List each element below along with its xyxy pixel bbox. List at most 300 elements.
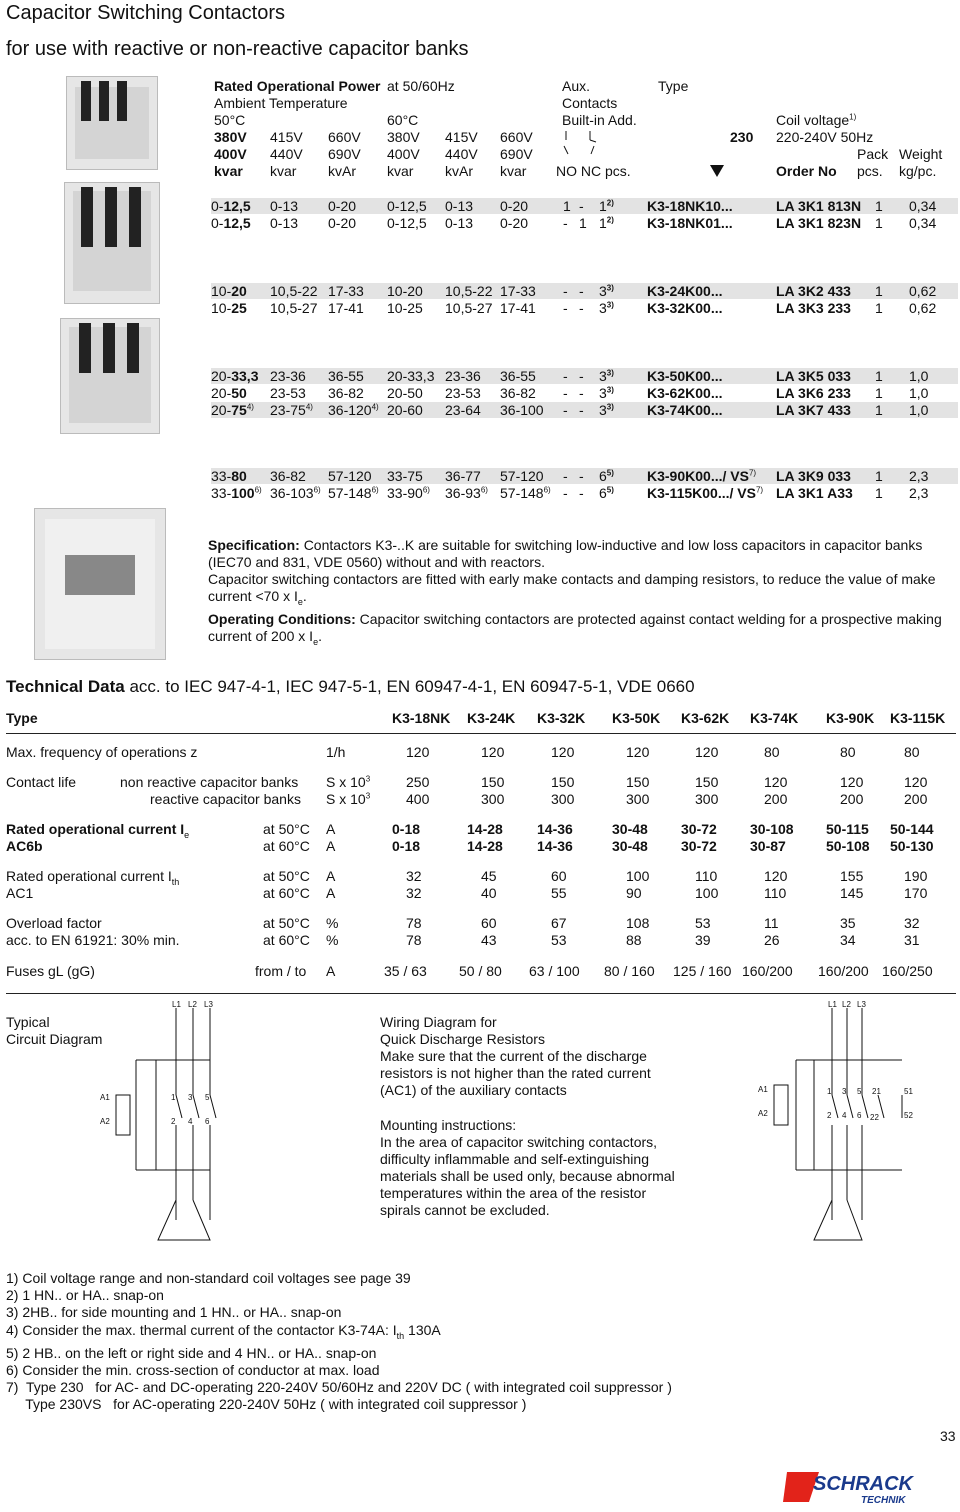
- tech-value: 120: [904, 774, 928, 790]
- coil-voltage-label: Coil voltage$^{1)}$: [776, 112, 857, 128]
- cell-power60-660: 57-120: [500, 468, 544, 484]
- cell-order: LA 3K3 233: [776, 300, 851, 316]
- kvar-label: kvar: [214, 163, 243, 179]
- unit-A: A: [326, 821, 336, 837]
- tech-type-5: K3-74K: [750, 710, 799, 726]
- tech-value: 150: [551, 774, 575, 790]
- v380-label: 380V: [214, 129, 247, 145]
- contacts-label: Contacts: [562, 95, 618, 111]
- arrow-down-icon: [709, 164, 725, 178]
- svg-text:L2: L2: [842, 1000, 851, 1009]
- tech-value: 32: [406, 868, 422, 884]
- cell-power50-660: 36-120$^{4)}$: [328, 402, 379, 418]
- cell-order: LA 3K1 813N: [776, 198, 862, 214]
- kvar-label-2: kvar: [270, 163, 297, 179]
- cell-power50-660: 36-55: [328, 368, 364, 384]
- order-no-label: Order No: [776, 163, 837, 179]
- tech-type-0: K3-18NK: [392, 710, 451, 726]
- overload-label: Overload factor: [6, 915, 102, 931]
- contactor-photo-1: [66, 76, 158, 170]
- pcs-label: pcs.: [857, 163, 883, 179]
- tech-value: 150: [481, 774, 505, 790]
- cell-no: -: [563, 402, 568, 418]
- cell-nc: -: [579, 402, 584, 418]
- svg-text:51: 51: [904, 1087, 913, 1096]
- reactive-label: reactive capacitor banks: [150, 791, 301, 807]
- cell-power50-380: 20-33,3: [211, 368, 259, 384]
- cell-weight: 2,3: [909, 468, 929, 484]
- svg-text:TECHNIK: TECHNIK: [861, 1495, 906, 1506]
- tech-value: 32: [904, 915, 920, 931]
- tech-value: 30-108: [750, 821, 794, 837]
- tech-value: 32: [406, 885, 422, 901]
- tech-value: 40: [481, 885, 497, 901]
- tech-value: 300: [626, 791, 650, 807]
- tech-type-6: K3-90K: [826, 710, 875, 726]
- kvar-label-4: kvar: [387, 163, 414, 179]
- tech-value: 11: [764, 915, 779, 931]
- svg-text:L3: L3: [857, 1000, 866, 1009]
- tech-value: 14-28: [467, 821, 503, 837]
- cell-pack: 1: [875, 300, 883, 316]
- cell-type: K3-50K00...: [647, 368, 723, 384]
- table-row: [211, 368, 958, 384]
- v415-label-2: 415V: [445, 129, 478, 145]
- kvar-label-5: kvAr: [445, 163, 473, 179]
- table-row: [211, 468, 958, 484]
- tech-value: 43: [481, 932, 497, 948]
- tech-value: 120: [406, 744, 430, 760]
- table-row: [211, 385, 958, 401]
- spec-label: Specification:: [208, 537, 300, 553]
- cell-power60-660: 0-20: [500, 215, 529, 231]
- tech-value: 50-108: [826, 838, 870, 854]
- v380-label-2: 380V: [387, 129, 420, 145]
- cell-power50-380: 0-12,5: [211, 198, 251, 214]
- cell-power50-660: 17-41: [328, 300, 364, 316]
- cell-power50-380: 33-80: [211, 468, 247, 484]
- svg-text:L1: L1: [828, 1000, 837, 1009]
- fuse-value: 80 / 160: [604, 963, 655, 979]
- tech-value: 150: [695, 774, 719, 790]
- contactor-photo-3: [60, 318, 160, 434]
- svg-text:6: 6: [205, 1117, 210, 1126]
- op-label: Operating Conditions:: [208, 610, 356, 627]
- fuse-value: 160/200: [818, 963, 869, 979]
- cell-power60-660: 17-41: [500, 300, 536, 316]
- circuit-diagram: [96, 1000, 236, 1260]
- cell-type: K3-74K00...: [647, 402, 723, 418]
- svg-text:L1: L1: [172, 1000, 181, 1009]
- tech-value: 30-48: [612, 838, 648, 854]
- cell-power60-415: 0-13: [445, 215, 474, 231]
- fuse-value: 125 / 160: [673, 963, 732, 979]
- cell-power50-415: 36-103$^{6)}$: [270, 485, 321, 501]
- cell-pack: 1: [875, 468, 883, 484]
- cell-pcs: 3$^{3)}$: [599, 283, 614, 299]
- cell-no: -: [563, 485, 568, 501]
- cell-weight: 0,34: [909, 198, 937, 214]
- tech-value: 200: [904, 791, 928, 807]
- cell-pcs: 1$^{2)}$: [599, 215, 614, 231]
- cell-no: -: [563, 385, 568, 401]
- svg-text:3: 3: [842, 1087, 847, 1096]
- type230-label: 230: [730, 129, 754, 145]
- svg-text:A1: A1: [758, 1085, 768, 1094]
- tech-value: 53: [695, 915, 711, 931]
- specification-block: Specification: Contactors K3-..K are suitable for switching low-inductive and low loss capacitors in capacitor banks (IEC70 and 831, VDE 0560) without and with reactors. Capacitor switching contactors are fitted with early make contacts and damping resistors, to reduce the value of make current <70 x $I_e$. Operating Conditions: Capacitor switching contactors are protected against contact welding for a prospective making current of 200 x $I_e$.: [208, 537, 942, 647]
- cell-power50-380: 10-20: [211, 283, 247, 299]
- page-number: 33: [940, 1428, 956, 1444]
- cell-power60-660: 36-100: [500, 402, 544, 418]
- unit-A: A: [326, 885, 336, 901]
- cell-pcs: 3$^{3)}$: [599, 300, 614, 316]
- tech-value: 300: [695, 791, 719, 807]
- tech-type-4: K3-62K: [681, 710, 730, 726]
- svg-text:1: 1: [171, 1093, 176, 1102]
- cell-type: K3-62K00...: [647, 385, 723, 401]
- cell-type: K3-24K00...: [647, 283, 723, 299]
- v415-label: 415V: [270, 129, 303, 145]
- table-row: [211, 300, 958, 316]
- svg-text:5: 5: [205, 1093, 210, 1102]
- cell-power60-415: 10,5-22: [445, 283, 493, 299]
- tech-value: 120: [481, 744, 505, 760]
- cell-power50-415: 0-13: [270, 215, 299, 231]
- svg-text:21: 21: [872, 1087, 881, 1096]
- cell-order: LA 3K9 033: [776, 468, 851, 484]
- v440-label: 440V: [270, 146, 303, 162]
- cell-power50-660: 36-82: [328, 385, 364, 401]
- tech-value: 200: [764, 791, 788, 807]
- cell-weight: 1,0: [909, 402, 929, 418]
- schrack-logo: [783, 1468, 923, 1506]
- tech-value: 0-18: [392, 838, 421, 854]
- tech-value: 120: [626, 744, 650, 760]
- fromto-label: from / to: [255, 963, 307, 979]
- tech-type-label: Type: [6, 710, 38, 726]
- tech-value: 300: [481, 791, 505, 807]
- freq-unit: 1/h: [326, 744, 346, 760]
- cell-power60-380: 0-12,5: [387, 198, 427, 214]
- contactor-photo-4: [34, 508, 166, 660]
- cell-power60-660: 36-82: [500, 385, 536, 401]
- at60: at 60°C: [263, 838, 310, 854]
- tech-value: 14-36: [537, 821, 573, 837]
- svg-text:4: 4: [188, 1117, 193, 1126]
- cell-power60-415: 0-13: [445, 198, 474, 214]
- cell-type: K3-115K00.../ VS$^{7)}$: [647, 485, 764, 501]
- tech-value: 67: [551, 915, 567, 931]
- tech-value: 78: [406, 915, 422, 931]
- cell-type: K3-32K00...: [647, 300, 723, 316]
- svg-text:SCHRACK: SCHRACK: [813, 1473, 913, 1495]
- roc-ie-label: Rated operational current $I_e$: [6, 821, 190, 840]
- page-subtitle: for use with reactive or non-reactive capacitor banks: [6, 38, 469, 60]
- cell-power50-380: 0-12,5: [211, 215, 251, 231]
- typical-label: Typical Circuit Diagram: [6, 1014, 103, 1047]
- cell-pack: 1: [875, 198, 883, 214]
- tech-type-1: K3-24K: [467, 710, 516, 726]
- svg-text:A2: A2: [758, 1109, 768, 1118]
- cell-power60-660: 0-20: [500, 198, 529, 214]
- tech-value: 26: [764, 932, 780, 948]
- tech-value: 50-130: [890, 838, 934, 854]
- roc-ith-label: Rated operational current $I_{th}$: [6, 868, 180, 887]
- cell-power60-660: 57-148$^{6)}$: [500, 485, 551, 501]
- cell-weight: 0,62: [909, 300, 937, 316]
- cell-power50-415: 23-75$^{4)}$: [270, 402, 313, 418]
- cell-nc: -: [579, 368, 584, 384]
- cell-power60-380: 0-12,5: [387, 215, 427, 231]
- cell-type: K3-18NK10...: [647, 198, 733, 214]
- tech-value: 39: [695, 932, 711, 948]
- tech-value: 80: [904, 744, 920, 760]
- table-row: [211, 198, 958, 214]
- svg-text:2: 2: [827, 1111, 832, 1120]
- tech-value: 110: [764, 885, 787, 901]
- cell-pcs: 3$^{3)}$: [599, 368, 614, 384]
- tech-value: 120: [764, 774, 788, 790]
- v690-label-2: 690V: [500, 146, 533, 162]
- freq-label: Max. frequency of operations z: [6, 744, 198, 760]
- tech-value: 120: [840, 774, 864, 790]
- cell-order: LA 3K7 433: [776, 402, 851, 418]
- cell-no: -: [563, 300, 568, 316]
- tech-value: 145: [840, 885, 864, 901]
- cell-power50-380: 33-100$^{6)}$: [211, 485, 262, 501]
- v440-label-2: 440V: [445, 146, 478, 162]
- cell-weight: 1,0: [909, 385, 929, 401]
- spec-text3: Capacitor switching contactors are protected against contact welding for a prospective making current of 200 x I: [208, 610, 942, 644]
- at60: at 60°C: [263, 885, 310, 901]
- contact-symbols-icon: [560, 128, 610, 158]
- cell-power60-660: 17-33: [500, 283, 536, 299]
- svg-text:1: 1: [827, 1087, 832, 1096]
- rated-power-label: Rated Operational Power: [214, 78, 381, 94]
- cell-power50-660: 0-20: [328, 215, 357, 231]
- cell-order: LA 3K2 433: [776, 283, 851, 299]
- cell-power60-380: 33-75: [387, 468, 423, 484]
- cell-power60-415: 23-64: [445, 402, 481, 418]
- tech-value: 200: [840, 791, 864, 807]
- tech-value: 80: [764, 744, 780, 760]
- contact-life-label: Contact life: [6, 774, 77, 790]
- cell-pcs: 6$^{5)}$: [599, 485, 614, 501]
- cell-pack: 1: [875, 385, 883, 401]
- tech-value: 14-36: [537, 838, 573, 854]
- cell-power60-380: 20-60: [387, 402, 423, 418]
- fuse-value: 63 / 100: [529, 963, 580, 979]
- nonreactive-label: non reactive capacitor banks: [120, 774, 299, 790]
- tech-value: 120: [695, 744, 719, 760]
- table-row: [211, 485, 958, 501]
- t50-label: 50°C: [214, 112, 246, 128]
- tech-value: 34: [840, 932, 856, 948]
- wiring-text-block: Wiring Diagram for Quick Discharge Resistors Make sure that the current of the discharge resistors is not higher than the rated current (AC1) of the auxiliary contacts Mounting instructions: In the area of capacitor switching contactors, difficulty inflammable and self-extinguishing materials shall be used only, because abnormal temperatures within the area of the resistor spirals cannot be excluded.: [380, 1014, 675, 1218]
- cell-power60-660: 36-55: [500, 368, 536, 384]
- tech-value: 100: [695, 885, 719, 901]
- contactor-photo-2: [64, 182, 160, 304]
- type-label: Type: [658, 78, 689, 94]
- cell-weight: 0,62: [909, 283, 937, 299]
- cell-nc: -: [579, 300, 584, 316]
- v660-label: 660V: [328, 129, 361, 145]
- tech-value: 50-115: [826, 821, 869, 837]
- cell-no: 1: [563, 198, 571, 214]
- cell-type: K3-90K00.../ VS$^{7)}$: [647, 468, 757, 484]
- spec-sub-e-2: e: [313, 636, 319, 647]
- tech-value: 300: [551, 791, 575, 807]
- cell-power50-660: 0-20: [328, 198, 357, 214]
- tech-value: 150: [626, 774, 650, 790]
- fuse-value: 160/200: [742, 963, 793, 979]
- cell-pack: 1: [875, 485, 883, 501]
- cell-nc: -: [579, 385, 584, 401]
- page-title: Capacitor Switching Contactors: [6, 2, 286, 24]
- unit-A: A: [326, 868, 336, 884]
- cell-no: -: [563, 283, 568, 299]
- v400-label: 400V: [214, 146, 247, 162]
- cell-power60-415: 36-93$^{6)}$: [445, 485, 488, 501]
- svg-text:A1: A1: [100, 1093, 110, 1102]
- v690-label: 690V: [328, 146, 361, 162]
- cell-power60-380: 20-33,3: [387, 368, 435, 384]
- cell-power50-660: 57-148$^{6)}$: [328, 485, 379, 501]
- tech-value: 55: [551, 885, 567, 901]
- spec-text1: Contactors K3-..K are suitable for switching low-inductive and low loss capacitors in capacitor banks (IEC70 and 831, VDE 0560) without and with reactors.: [208, 537, 923, 570]
- cell-power50-415: 10,5-27: [270, 300, 318, 316]
- tech-value: 53: [551, 932, 567, 948]
- tech-value: 60: [551, 868, 567, 884]
- tech-value: 400: [406, 791, 430, 807]
- cell-nc: -: [579, 485, 584, 501]
- at50: at 50°C: [263, 868, 310, 884]
- cell-pack: 1: [875, 402, 883, 418]
- svg-text:4: 4: [842, 1111, 847, 1120]
- cell-power60-380: 20-50: [387, 385, 423, 401]
- cell-pcs: 6$^{5)}$: [599, 468, 614, 484]
- at50: at 50°C: [263, 915, 310, 931]
- tech-type-2: K3-32K: [537, 710, 586, 726]
- fuse-value: 160/250: [882, 963, 933, 979]
- cell-power50-415: 23-36: [270, 368, 306, 384]
- cell-type: K3-18NK01...: [647, 215, 733, 231]
- table-row: [211, 215, 958, 231]
- tech-value: 110: [695, 868, 718, 884]
- table-row: [211, 283, 958, 299]
- tech-value: 108: [626, 915, 650, 931]
- cell-power50-660: 17-33: [328, 283, 364, 299]
- tech-value: 78: [406, 932, 422, 948]
- tech-value: 190: [904, 868, 928, 884]
- cell-nc: 1: [579, 215, 587, 231]
- overload-label-2: acc. to EN 61921: 30% min.: [6, 932, 180, 948]
- at50: at 50°C: [263, 821, 310, 837]
- cell-power60-415: 23-53: [445, 385, 481, 401]
- builtin-label: Built-in Add.: [562, 112, 637, 128]
- fuse-value: 50 / 80: [459, 963, 502, 979]
- ac1-label: AC1: [6, 885, 34, 901]
- svg-text:2: 2: [171, 1117, 176, 1126]
- cell-nc: -: [579, 468, 584, 484]
- tech-value: 50-144: [890, 821, 934, 837]
- tech-value: 30-72: [681, 821, 717, 837]
- tech-title: Technical Data acc. to IEC 947-4-1, IEC 947-5-1, EN 60947-4-1, EN 60947-5-1, VDE 0660: [6, 677, 695, 696]
- cell-weight: 1,0: [909, 368, 929, 384]
- cell-order: LA 3K1 A33: [776, 485, 853, 501]
- v400-label-2: 400V: [387, 146, 420, 162]
- cell-power60-415: 10,5-27: [445, 300, 493, 316]
- tech-value: 120: [551, 744, 575, 760]
- cell-order: LA 3K5 033: [776, 368, 851, 384]
- cell-power50-415: 23-53: [270, 385, 306, 401]
- cell-pcs: 3$^{3)}$: [599, 402, 614, 418]
- spec-sub-e: e: [297, 596, 303, 607]
- fuses-label: Fuses gL (gG): [6, 963, 95, 979]
- sx-unit-2: S x $10^3$: [326, 791, 371, 807]
- unit-pct: %: [326, 932, 339, 948]
- footnotes: 1) Coil voltage range and non-standard coil voltages see page 39 2) 1 HN.. or HA.. snap-on 3) 2HB.. for side mounting and 1 HN.. or HA.. snap-on 4) Consider the max. thermal current of the contactor K3-74A: $I_{th}$ 130A 5) 2 HB.. on the left or right side and 4 HN.. or HA.. snap-on 6) Consider the min. cross-section of conductor at max. load 7) Type 230 for AC- and DC-operating 220-240V 50/60Hz and 220V DC ( with integrated coil suppressor ) Type 230VS for AC-operating 220-240V 50Hz ( with integrated coil suppressor ): [6, 1270, 672, 1413]
- svg-text:5: 5: [857, 1087, 862, 1096]
- sx-unit: S x $10^3$: [326, 774, 371, 790]
- weight-label: Weight: [899, 146, 943, 162]
- tech-type-3: K3-50K: [612, 710, 661, 726]
- cell-pack: 1: [875, 368, 883, 384]
- cell-power60-415: 36-77: [445, 468, 481, 484]
- tech-value: 80: [840, 744, 856, 760]
- tech-value: 155: [840, 868, 864, 884]
- cell-pack: 1: [875, 215, 883, 231]
- cell-power60-380: 10-25: [387, 300, 423, 316]
- cell-order: LA 3K1 823N: [776, 215, 862, 231]
- kgpc-label: kg/pc.: [899, 163, 937, 179]
- unit-A: A: [326, 838, 336, 854]
- cell-pack: 1: [875, 283, 883, 299]
- unit-pct: %: [326, 915, 339, 931]
- kvar-label-3: kvAr: [328, 163, 356, 179]
- cell-pcs: 3$^{3)}$: [599, 385, 614, 401]
- svg-text:L3: L3: [204, 1000, 213, 1009]
- aux-label: Aux.: [562, 78, 591, 94]
- cell-weight: 2,3: [909, 485, 929, 501]
- cell-no: -: [563, 215, 568, 231]
- tech-value: 30-72: [681, 838, 717, 854]
- cell-pcs: 1$^{2)}$: [599, 198, 614, 214]
- cell-power50-380: 20-75$^{4)}$: [211, 402, 254, 418]
- unit-A: A: [326, 963, 336, 979]
- tech-value: 170: [904, 885, 928, 901]
- no-nc-label: NO NC pcs.: [556, 163, 631, 179]
- cell-nc: -: [579, 283, 584, 299]
- divider: [6, 733, 956, 734]
- cell-power50-415: 36-82: [270, 468, 306, 484]
- tech-value: 31: [904, 932, 920, 948]
- svg-text:22: 22: [870, 1113, 879, 1122]
- cell-power60-380: 10-20: [387, 283, 423, 299]
- tech-value: 250: [406, 774, 430, 790]
- wiring-diagram: [752, 1000, 922, 1260]
- cell-no: -: [563, 468, 568, 484]
- svg-text:A2: A2: [100, 1117, 110, 1126]
- svg-text:6: 6: [857, 1111, 862, 1120]
- cell-power50-380: 10-25: [211, 300, 247, 316]
- tech-value: 88: [626, 932, 642, 948]
- cell-power50-415: 0-13: [270, 198, 299, 214]
- cell-power50-660: 57-120: [328, 468, 372, 484]
- tech-value: 35: [840, 915, 856, 931]
- tech-type-7: K3-115K: [890, 710, 946, 726]
